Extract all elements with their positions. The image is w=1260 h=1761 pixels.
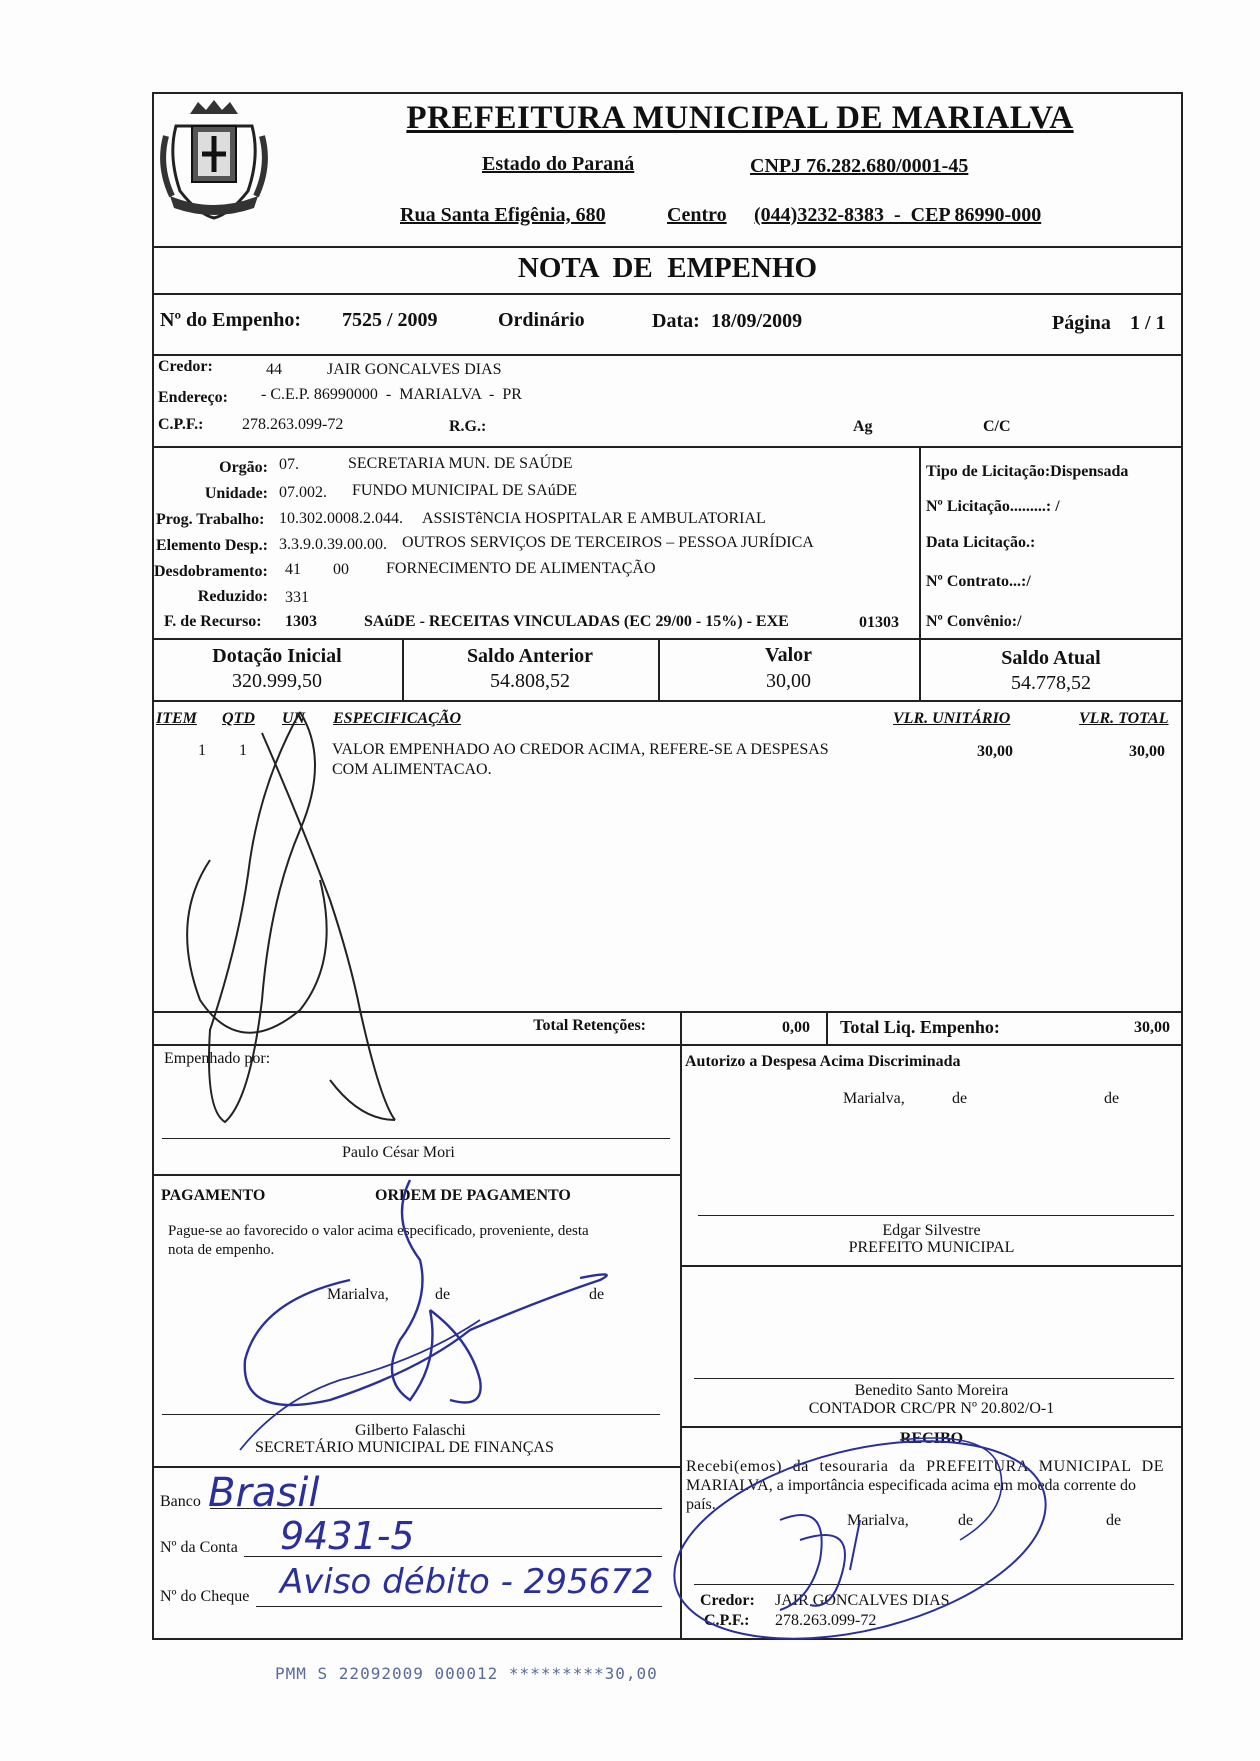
header-district: Centro [667, 204, 727, 226]
divider [152, 1011, 1183, 1013]
rg-label: R.G.: [449, 418, 487, 435]
autorizo-label: Autorizo a Despesa Acima Discriminada [685, 1053, 961, 1070]
empenho-number: 7525 / 2009 [342, 309, 438, 331]
divider [680, 1426, 1183, 1428]
cheque-handwritten: Aviso débito - 295672 [280, 1562, 654, 1602]
valor-value: 30,00 [766, 670, 811, 692]
col-unit-value: VLR. UNITÁRIO [893, 710, 1011, 727]
divider [680, 1044, 682, 1640]
date-label: Data: [652, 310, 700, 332]
orgao-label: Orgão: [219, 459, 268, 476]
credor-name: JAIR GONCALVES DIAS [327, 361, 502, 378]
cpf-value: 278.263.099-72 [242, 416, 344, 433]
accountant-name: Benedito Santo Moreira [854, 1382, 1009, 1399]
row-spec-line1: VALOR EMPENHADO AO CREDOR ACIMA, REFERE-SE A DESPESAS [332, 741, 829, 758]
pagamento-label: PAGAMENTO [161, 1187, 266, 1204]
divider [826, 1011, 828, 1044]
elem-name: OUTROS SERVIÇOS DE TERCEIROS – PESSOA JURÍDICA [402, 534, 814, 551]
banco-label: Banco [160, 1493, 201, 1510]
divider [152, 638, 1183, 640]
retencoes-label: Total Retenções: [533, 1017, 646, 1034]
divider [152, 293, 1183, 295]
prog-name: ASSISTêNCIA HOSPITALAR E AMBULATORIAL [422, 510, 766, 527]
credor-code: 44 [266, 361, 282, 378]
date-value: 18/09/2009 [711, 310, 803, 332]
elem-label: Elemento Desp.: [156, 537, 268, 554]
saldo-atual-value: 54.778,52 [1011, 672, 1091, 694]
payment-stamp: PMM S 22092009 000012 *********30,00 [275, 1664, 658, 1683]
header-phone-cep: (044)3232-8383 - CEP 86990-000 [754, 204, 1042, 226]
divider [152, 246, 1183, 248]
reduzido-value: 331 [285, 589, 309, 606]
conta-label: Nº da Conta [160, 1539, 238, 1556]
col-un: UN [282, 710, 306, 727]
divider [152, 1466, 680, 1468]
row-spec-line2: COM ALIMENTACAO. [332, 761, 492, 778]
desd-label: Desdobramento: [154, 563, 268, 580]
row-qtd: 1 [239, 742, 247, 759]
col-especificacao: ESPECIFICAÇÃO [333, 710, 462, 727]
liq-label: Total Liq. Empenho: [840, 1017, 1000, 1037]
unidade-label: Unidade: [204, 485, 268, 502]
divider [680, 1011, 682, 1044]
desd-code2: 00 [333, 561, 349, 578]
empenhado-label: Empenhado por: [164, 1050, 271, 1067]
divider [152, 446, 1183, 448]
cheque-label: Nº do Cheque [160, 1588, 250, 1605]
divider [152, 1174, 680, 1176]
cc-label: C/C [983, 418, 1011, 435]
recibo-text-line3: país. [686, 1496, 716, 1513]
autorizo-de1: de [952, 1090, 968, 1107]
autorizo-city: Marialva, [843, 1090, 905, 1107]
valor-label: Valor [764, 644, 813, 666]
signature-line [162, 1138, 670, 1139]
signature-line [698, 1215, 1174, 1216]
header-title: PREFEITURA MUNICIPAL DE MARIALVA [406, 100, 1074, 136]
recurso-label: F. de Recurso: [164, 613, 262, 630]
reduzido-label: Reduzido: [197, 588, 268, 605]
signature-line [694, 1378, 1174, 1379]
header-cnpj: CNPJ 76.282.680/0001-45 [750, 155, 969, 177]
mayor-title: PREFEITO MUNICIPAL [848, 1239, 1015, 1256]
orgao-name: SECRETARIA MUN. DE SAÚDE [348, 455, 573, 472]
divider [919, 446, 921, 638]
cheque-line [256, 1606, 662, 1607]
mayor-name: Edgar Silvestre [882, 1222, 981, 1239]
licitacao-data: Data Licitação.: [926, 534, 1036, 551]
recurso-code2: 01303 [859, 614, 899, 631]
col-total-value: VLR. TOTAL [1079, 710, 1169, 727]
recibo-de1: de [958, 1512, 974, 1529]
accountant-title: CONTADOR CRC/PR Nº 20.802/O-1 [808, 1400, 1055, 1417]
divider [680, 1265, 1183, 1267]
desd-code1: 41 [285, 561, 301, 578]
licitacao-tipo: Tipo de Licitação:Dispensada [926, 463, 1129, 480]
unidade-name: FUNDO MUNICIPAL DE SAúDE [352, 482, 578, 499]
retencoes-value: 0,00 [782, 1019, 810, 1036]
recibo-credor-label: Credor: [700, 1592, 755, 1609]
conta-handwritten: 9431-5 [280, 1514, 415, 1558]
recibo-text-line2: MARIALVA, a importância especificada acima em moeda corrente do [686, 1477, 1137, 1494]
unidade-code: 07.002. [279, 484, 327, 501]
signature-line [162, 1414, 660, 1415]
pagamento-text-line2: nota de empenho. [168, 1242, 275, 1258]
signature-line [694, 1584, 1174, 1585]
secretary-title: SECRETÁRIO MUNICIPAL DE FINANÇAS [255, 1439, 554, 1456]
empenhado-name: Paulo César Mori [342, 1144, 455, 1161]
empenho-label: Nº do Empenho: [160, 309, 302, 331]
pagamento-de2: de [589, 1286, 605, 1303]
prog-code: 10.302.0008.2.044. [279, 510, 403, 527]
liq-value: 30,00 [1134, 1019, 1170, 1036]
recibo-cpf-label: C.P.F.: [704, 1612, 750, 1629]
row-total: 30,00 [1129, 743, 1165, 760]
recibo-credor-name: JAIR GONCALVES DIAS [775, 1592, 950, 1609]
licitacao-numero: Nº Licitação.........: / [926, 498, 1060, 515]
pagamento-city: Marialva, [327, 1286, 389, 1303]
saldo-atual-label: Saldo Atual [1001, 647, 1101, 669]
orgao-code: 07. [279, 456, 299, 473]
address-label: Endereço: [158, 389, 228, 406]
cpf-label: C.P.F.: [158, 416, 204, 433]
page-value: 1 / 1 [1130, 312, 1166, 334]
ag-label: Ag [853, 418, 873, 435]
licitacao-contrato: Nº Contrato...:/ [926, 573, 1031, 590]
recibo-cpf-value: 278.263.099-72 [775, 1612, 877, 1629]
prog-label: Prog. Trabalho: [156, 511, 265, 528]
recibo-text-line1: Recebi(emos) da tesouraria da PREFEITURA MUNICIPAL DE [686, 1458, 1165, 1475]
licitacao-convenio: Nº Convênio:/ [926, 613, 1022, 630]
autorizo-de2: de [1104, 1090, 1120, 1107]
header-state: Estado do Paraná [482, 153, 635, 175]
page-label: Página [1052, 312, 1111, 334]
divider [152, 354, 1183, 356]
col-qtd: QTD [222, 710, 255, 727]
dotacao-value: 320.999,50 [232, 670, 322, 692]
dotacao-label: Dotação Inicial [212, 645, 342, 667]
desd-name: FORNECIMENTO DE ALIMENTAÇÃO [386, 560, 656, 577]
divider [152, 1044, 1183, 1046]
empenho-type: Ordinário [498, 309, 585, 331]
recibo-city: Marialva, [847, 1512, 909, 1529]
pagamento-de1: de [435, 1286, 451, 1303]
coat-of-arms-logo [158, 96, 270, 224]
credor-label: Credor: [158, 358, 213, 375]
divider [152, 700, 1183, 702]
row-item: 1 [198, 742, 206, 759]
recibo-de2: de [1106, 1512, 1122, 1529]
recurso-name: SAúDE - RECEITAS VINCULADAS (EC 29/00 - 15%) - EXE [364, 613, 789, 630]
saldo-anterior-label: Saldo Anterior [466, 645, 594, 667]
col-item: ITEM [156, 710, 197, 727]
doc-title: NOTA DE EMPENHO [517, 252, 818, 284]
recurso-code: 1303 [285, 613, 317, 630]
header-street: Rua Santa Efigênia, 680 [400, 204, 606, 226]
pagamento-text-line1: Pague-se ao favorecido o valor acima especificado, proveniente, desta [168, 1223, 589, 1239]
address-value: - C.E.P. 86990000 - MARIALVA - PR [261, 386, 522, 403]
saldo-anterior-value: 54.808,52 [490, 670, 570, 692]
ordem-pagamento: ORDEM DE PAGAMENTO [375, 1187, 571, 1204]
secretary-name: Gilberto Falaschi [355, 1422, 466, 1439]
row-unit: 30,00 [977, 743, 1013, 760]
banco-handwritten: Brasil [208, 1470, 320, 1516]
recibo-title: RECIBO [899, 1430, 964, 1447]
elem-code: 3.3.9.0.39.00.00. [279, 536, 387, 553]
